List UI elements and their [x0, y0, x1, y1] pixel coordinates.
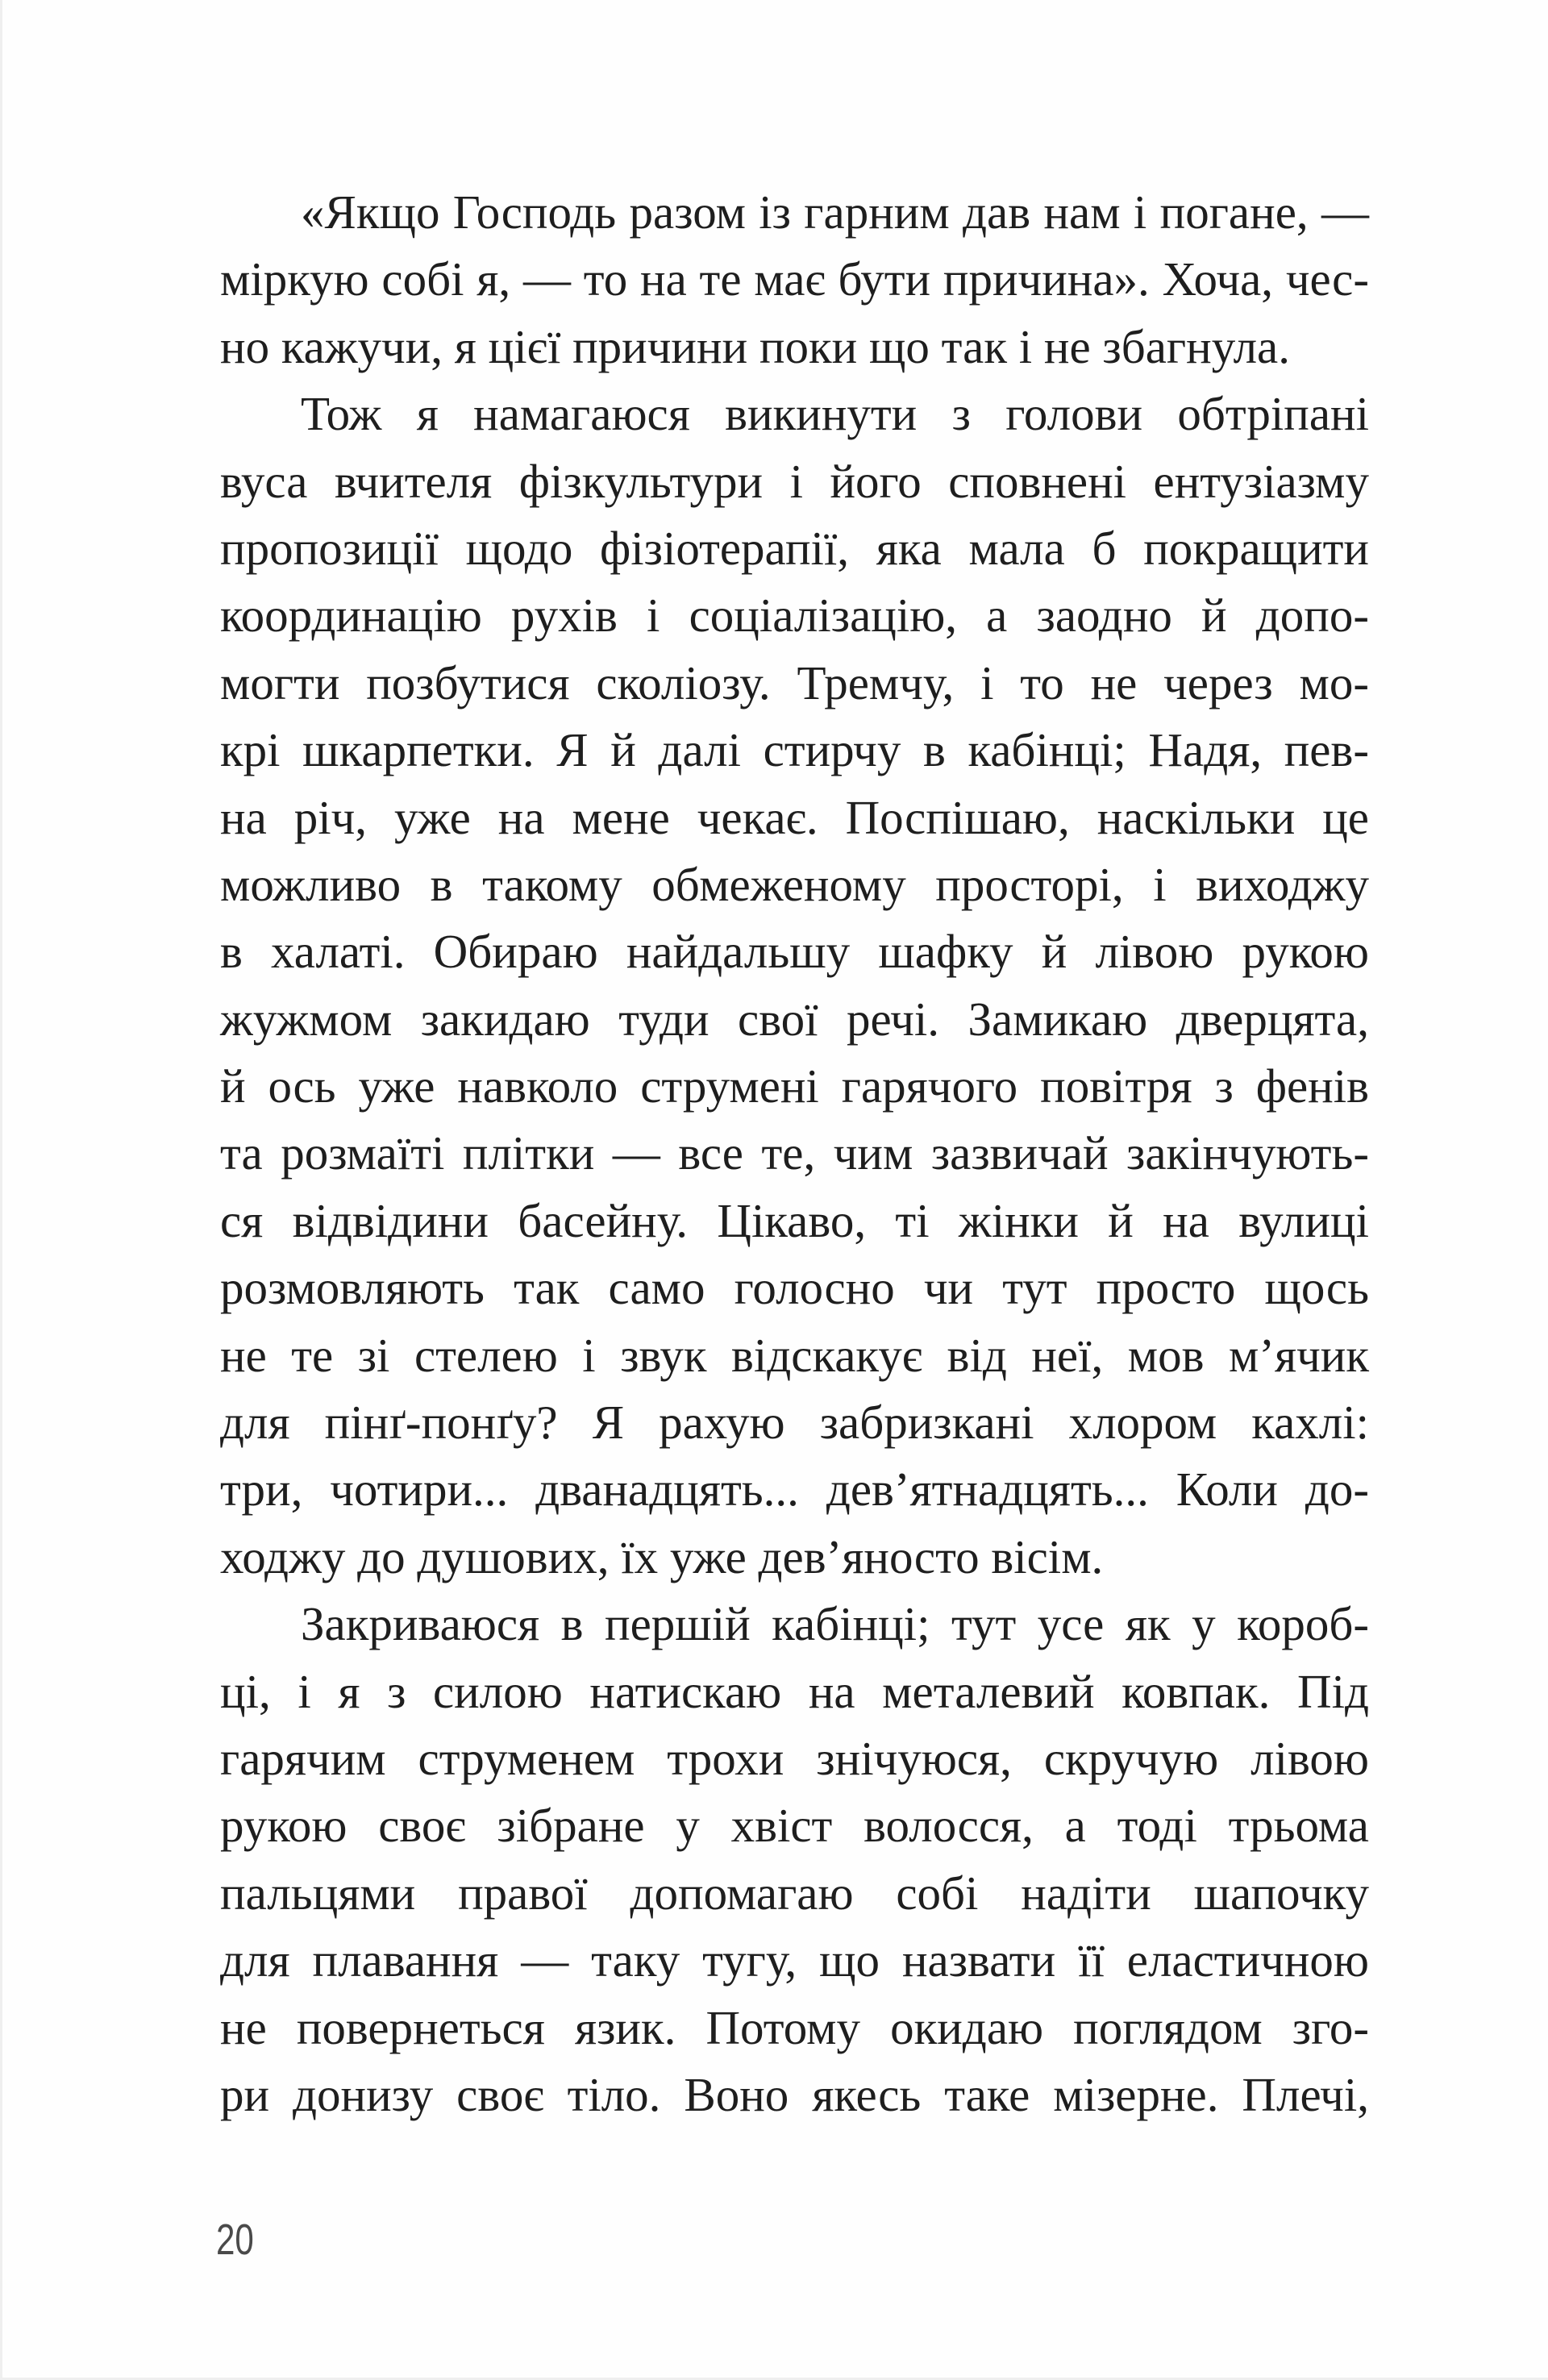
text-line: ходжу до душових, їх уже дев’яносто вісім.	[220, 1529, 1104, 1583]
text-line: ри донизу своє тіло. Воно якесь таке мізерне. Плечі,	[220, 2067, 1369, 2121]
text-line: крі шкарпетки. Я й далі стирчу в кабінці; Надя, пев-	[220, 723, 1369, 777]
text-line: вуса вчителя фізкультури і його сповнені ентузіазму	[220, 454, 1369, 508]
text-line: гарячим струменем трохи знічуюся, скручую лівою	[220, 1731, 1369, 1785]
text-line: розмовляють так само голосно чи тут просто щось	[220, 1261, 1369, 1315]
text-line: жужмом закидаю туди свої речі. Замикаю дверцята,	[220, 992, 1369, 1046]
text-line: три, чотири... дванадцять... дев’ятнадцять... Коли до-	[220, 1463, 1369, 1517]
text-line: рукою своє зібране у хвіст волосся, а тоді трьома	[220, 1799, 1369, 1853]
text-line: могти позбутися сколіозу. Тремчу, і то не через мо-	[220, 655, 1369, 709]
text-line: но кажучи, я цієї причини поки що так і не збагнула.	[220, 319, 1290, 373]
text-line: для плавання — таку тугу, що назвати її еластичною	[220, 1933, 1369, 1987]
text-line: пропозиції щодо фізіотерапії, яка мала б покращити	[220, 521, 1369, 575]
text-line: Тож я намагаюся викинути з голови обтріпані	[301, 387, 1369, 441]
text-line: в халаті. Обираю найдальшу шафку й лівою рукою	[220, 925, 1369, 979]
paragraph-3	[220, 1591, 1369, 2128]
paragraph-2	[220, 381, 1369, 1591]
text-line: та розмаїті плітки — все те, чим зазвичай закінчують-	[220, 1126, 1369, 1180]
page-number: 20	[216, 2216, 254, 2264]
text-line: не повернеться язик. Потому окидаю поглядом зго-	[220, 2000, 1369, 2054]
text-line: пальцями правої допомагаю собі надіти шапочку	[220, 1866, 1369, 1920]
paragraph-1	[220, 179, 1369, 381]
text-line: на річ, уже на мене чекає. Поспішаю, наскільки це	[220, 790, 1369, 844]
text-line: для пінґ-понґу? Я рахую забризкані хлором кахлі:	[220, 1396, 1369, 1450]
text-line: «Якщо Господь разом із гарним дав нам і погане, —	[301, 185, 1369, 239]
text-line: міркую собі я, — то на те має бути причина». Хоча, чес-	[220, 252, 1369, 306]
text-line: можливо в такому обмеженому просторі, і виходжу	[220, 857, 1369, 911]
text-line: ся відвідини басейну. Цікаво, ті жінки й на вулиці	[220, 1193, 1369, 1247]
body-text	[220, 179, 1369, 2128]
text-line: координацію рухів і соціалізацію, а заодно й допо-	[220, 589, 1369, 643]
text-line: не те зі стелею і звук відскакує від неї, мов м’ячик	[220, 1328, 1369, 1382]
text-line: Закриваюся в першій кабінці; тут усе як у короб-	[301, 1597, 1369, 1651]
text-line: й ось уже навколо струмені гарячого повітря з фенів	[220, 1059, 1369, 1113]
text-line: ці, і я з силою натискаю на металевий ковпак. Під	[220, 1664, 1369, 1718]
